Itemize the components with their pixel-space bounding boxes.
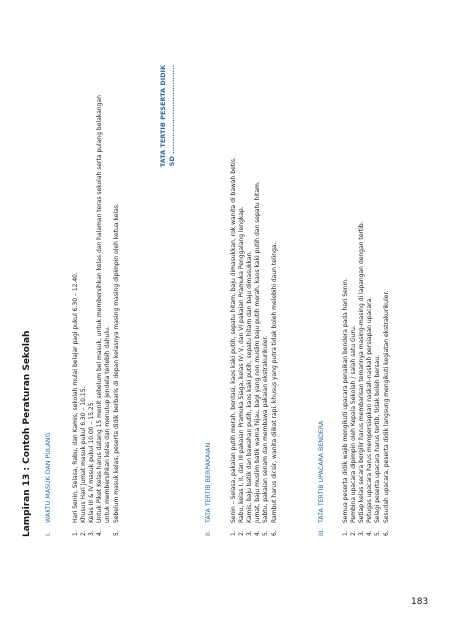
list-item-text: Sabtu, pakaian senam dan membawa pakaian ekstrakurikuler.	[262, 335, 270, 523]
list-item-text: Rambut harus dicsir, wanita diikat rapi, khusus yang putra tidak boleh melebihi daun telinga.	[270, 242, 278, 523]
section-title: WAKTU MASUK DAN PULANG	[45, 432, 52, 523]
section-number: I.	[45, 532, 52, 536]
list-item-text: untuk membersihkan kelas dan menutup jendela terlebih dahulu.	[104, 326, 112, 523]
list-item-text: Pembina upacara dipimpin oleh Kepala Sekolah / salah satu Guru.	[350, 325, 358, 523]
list-item-text: Petugas upacara harus mempersiapkan naskah-naskah persiapan upacara.	[366, 296, 374, 523]
list-item-text: Semua peserta didik wajib mengikuti upacara penaikan bendera pada hari Senin.	[342, 278, 349, 523]
list-item-number: 5.	[374, 530, 382, 536]
list-item-number: 3.	[358, 530, 366, 536]
list-item-number: 6.	[270, 530, 278, 536]
list-item-number: 1.	[230, 530, 237, 536]
section-title: TATA TERTIB UPACARA BENDERA	[318, 420, 325, 523]
list-item-number: 4.	[96, 530, 104, 536]
list-item-number: 1.	[72, 530, 79, 536]
list-item-number: 2.	[238, 530, 246, 536]
list-item-text: Rabu, kelas I, II, dan III pakaian Pramuka Siaga, kelas IV, V, dan VI pakaian Pramuka Penggalang lengkap.	[238, 206, 246, 523]
list-item-number: 4.	[366, 530, 374, 536]
box-subheading: SD ....................................	[168, 65, 176, 167]
list-item-number: 5.	[262, 530, 270, 536]
section-title: TATA TERTIB BERPAKAIAN	[205, 442, 212, 523]
list-item-text: Senin – Selasa, pakaian putih merah, berdasi, kaos kaki putih, sepatu hitam, baju dimasukkan, rok wanita di bawah betis.	[230, 157, 237, 523]
list-item-number: 2.	[350, 530, 358, 536]
list-item-text: Hari Senin, Selasa, Rabu, dan Kamis, sekolah mulai belajar pagi pukul 6.30 – 12.40.	[72, 272, 79, 523]
list-item-text: Jumat, baju muslim batik warna hijau, bagi yang non muslim baju putih merah, kaos kaki putih dan sepatu hitam.	[254, 181, 262, 523]
page-number: 183	[411, 597, 429, 607]
list-item-number: 6.	[382, 530, 390, 536]
list-item-number: 2.	[80, 530, 88, 536]
list-item-text: Sebelum masuk kelas, peserta didik berbaris di depan kelasnya masing masing dipimpin oleh ketua kelas.	[112, 203, 120, 523]
list-item-text: Khusus Hari Jumat masuk pukul 6.30 – 10.15.	[80, 386, 88, 523]
list-item-text: Untuk Piket Kelas harus datang 15 menit sebelum bel masuk, untuk membersihkan kelas dan halaman teras sekolah serta pulang belakangan	[96, 95, 104, 523]
box-heading: TATA TERTIB PESERTA DIDIK	[159, 65, 167, 168]
list-item-text: Selagi peserta upacara harus tertib, tidak boleh bersau.	[374, 354, 382, 523]
list-item-number: 5.	[112, 530, 120, 536]
list-item-number: 3.	[88, 530, 96, 536]
list-item-number: 4.	[254, 530, 262, 536]
list-item-number: 3.	[246, 530, 254, 536]
section-number: III.	[318, 528, 325, 536]
list-item-text: Setiap kelas secara bergilir harus membarisan temannya masing-masing di lapangan dengan tertib.	[358, 221, 366, 523]
document-title: Lampiran 13 : Contoh Peraturan Sekolah	[22, 330, 32, 537]
list-item-text: Kamis, baju batik dan bawahan putih, kaos kaki putih, sepatu hitam dan baju dimasukkan.	[246, 250, 254, 523]
list-item-text: Kelas III & IV masuk pukul 10.00 – 15.25.	[88, 400, 96, 523]
section-number: II.	[205, 530, 212, 536]
list-item-number: 1.	[342, 530, 349, 536]
list-item-text: Sesudah upacara, peserta didik langsung mengikuti kegiatan ekstrakurikuler.	[382, 290, 390, 523]
